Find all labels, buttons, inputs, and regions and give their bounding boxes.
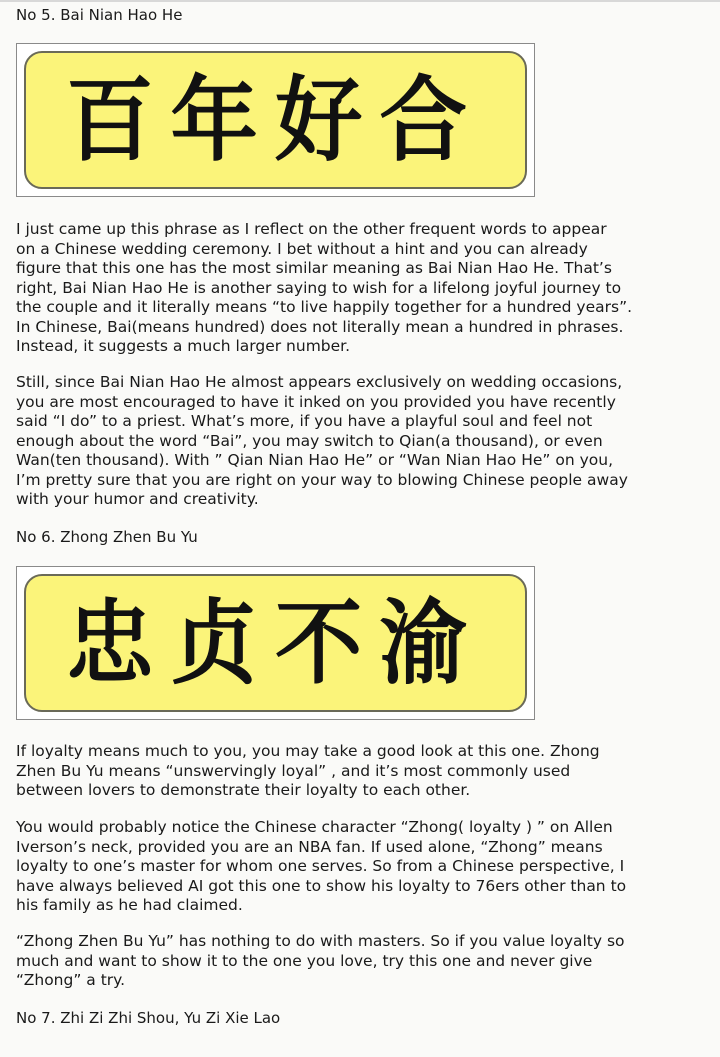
- top-rule: [0, 0, 720, 2]
- calligraphy-characters: 百年好合: [66, 66, 485, 174]
- section-heading-no5: No 5. Bai Nian Hao He: [16, 6, 183, 24]
- calligraphy-banner-no5: [16, 43, 535, 197]
- paragraph-no6-2: You would probably notice the Chinese character “Zhong( loyalty ) ” on Allen Iverson’s neck, provided you are an NBA fan. If used alone, “Zhong” means loyalty to one’s master for whom one serves. So from a Chinese perspective, I have always believed AI got this one to show his loyalty to 76ers other than to his family as he had claimed.: [16, 818, 627, 914]
- paragraph-no6-1: If loyalty means much to you, you may take a good look at this one. Zhong Zhen Bu Yu means “unswervingly loyal” , and it’s most commonly used between lovers to demonstrate their loyalty to each other.: [16, 742, 600, 799]
- section-heading-no7: No 7. Zhi Zi Zhi Shou, Yu Zi Xie Lao: [16, 1009, 281, 1027]
- paragraph-no5-1: I just came up this phrase as I reflect on the other frequent words to appear on a Chinese wedding ceremony. I bet without a hint and you can already figure that this one has the most similar meaning as Bai Nian Hao He. That’s right, Bai Nian Hao He is another saying to wish for a lifelong joyful journey to the couple and it literally means “to live happily together for a hundred years”. In Chinese, Bai(means hundred) does not literally mean a hundred in phrases. Instead, it suggests a much larger number.: [16, 220, 633, 355]
- section-heading-no6: No 6. Zhong Zhen Bu Yu: [16, 528, 198, 546]
- paragraph-no5-2: Still, since Bai Nian Hao He almost appears exclusively on wedding occasions, you are most encouraged to have it inked on you provided you have recently said “I do” to a priest. What’s more, if you have a playful soul and feel not enough about the word “Bai”, you may switch to Qian(a thousand), or even Wan(ten thousand). With ” Qian Nian Hao He” or “Wan Nian Hao He” on you, I’m pretty sure that you are right on your way to blowing Chinese people away with your humor and creativity.: [16, 373, 628, 508]
- calligraphy-banner-no6: [16, 566, 535, 720]
- paragraph-no6-3: “Zhong Zhen Bu Yu” has nothing to do with masters. So if you value loyalty so much and want to show it to the one you love, try this one and never give “Zhong” a try.: [16, 932, 625, 989]
- banner-background: [24, 51, 527, 189]
- banner-background: [24, 574, 527, 712]
- calligraphy-characters: 忠贞不渝: [66, 589, 485, 697]
